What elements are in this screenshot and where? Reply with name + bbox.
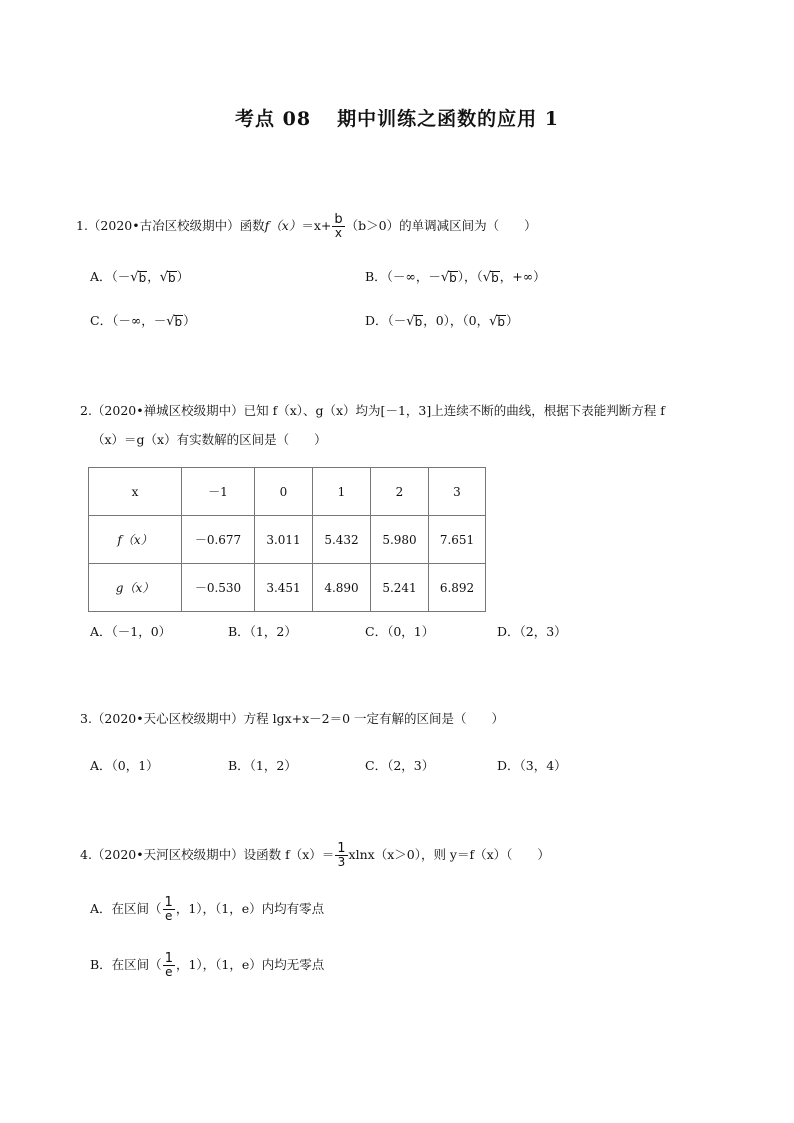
table-row	[89, 564, 486, 612]
q4-option-b[interactable]: B．在区间（ $\frac{1}{e}$ ，1），（1，e）内均无零点	[90, 951, 325, 979]
sqrt-b: √ b	[440, 270, 457, 285]
sqrt-b: √ b	[489, 314, 506, 329]
q3-option-a[interactable]: A．（0，1）	[90, 758, 159, 773]
q3-option-b[interactable]: B．（1，2）	[228, 758, 297, 773]
table-cell: 7.651	[429, 516, 486, 564]
q4-suffix: xlnx（x＞0），则 y＝f（x）（ ）	[348, 847, 550, 862]
title-name: 期中训练之函数的应用 1	[337, 108, 559, 130]
q1-prefix: 1.（2020•古冶区校级期中）函数	[76, 218, 265, 233]
q1-option-b[interactable]: B．（－∞，－ √ b ），（ √ b ，+∞）	[365, 269, 546, 285]
q1-eq: ＝x+	[301, 218, 332, 233]
table-row	[89, 468, 486, 516]
q2-option-d[interactable]: D．（2，3）	[497, 624, 567, 639]
page-title	[0, 104, 794, 131]
question-2-line-2: （x）＝g（x）有实数解的区间是（ ）	[92, 432, 327, 447]
sqrt-b: √ b	[406, 314, 423, 329]
table-cell: －1	[182, 468, 255, 516]
q1-option-a[interactable]: A．（－ √ b ， √ b ）	[90, 269, 190, 285]
q1-option-c[interactable]: C．（－∞，－ √ b ）	[90, 313, 196, 329]
table-cell: 0	[255, 468, 313, 516]
q2-option-c[interactable]: C．（0，1）	[365, 624, 435, 639]
values-table	[88, 467, 486, 612]
table-cell: 5.241	[371, 564, 429, 612]
q1-fraction: $\frac{b}{x}$	[334, 212, 343, 240]
table-cell: 5.980	[371, 516, 429, 564]
table-cell: 5.432	[313, 516, 371, 564]
fraction-1-over-e: $\frac{1}{e}$	[164, 951, 173, 979]
table-cell: 6.892	[429, 564, 486, 612]
table-cell: g（x）	[89, 564, 182, 612]
table-cell: 3.451	[255, 564, 313, 612]
q4-option-a[interactable]: A．在区间（ $\frac{1}{e}$ ，1），（1，e）内均有零点	[90, 895, 325, 923]
q2-option-b[interactable]: B．（1，2）	[228, 624, 297, 639]
table-cell: x	[89, 468, 182, 516]
table-cell: 2	[371, 468, 429, 516]
q3-option-c[interactable]: C．（2，3）	[365, 758, 435, 773]
table-cell: 4.890	[313, 564, 371, 612]
table-cell: 1	[313, 468, 371, 516]
q4-fraction: $\frac{1}{3}$	[337, 841, 346, 869]
q3-option-d[interactable]: D．（3，4）	[497, 758, 567, 773]
table-cell: 3	[429, 468, 486, 516]
q1-option-d[interactable]: D．（－ √ b ，0），（0， √ b ）	[365, 313, 519, 329]
q1-condition: （b＞0）的单调减区间为（ ）	[345, 218, 537, 233]
question-3: 3.（2020•天心区校级期中）方程 lgx+x－2＝0 一定有解的区间是（ ）	[80, 711, 505, 726]
question-1	[76, 213, 537, 240]
title-code: 考点 08	[235, 108, 312, 130]
sqrt-b: √ b	[482, 270, 499, 285]
fraction-1-over-e: $\frac{1}{e}$	[164, 895, 173, 923]
sqrt-b: √ b	[159, 270, 176, 285]
table-cell: －0.677	[182, 516, 255, 564]
table-cell: 3.011	[255, 516, 313, 564]
q2-option-a[interactable]: A．（－1，0）	[90, 624, 172, 639]
q1-fx: f（x）	[264, 218, 302, 233]
question-2-line-1: 2.（2020•禅城区校级期中）已知 f（x）、g（x）均为[－1，3]上连续不断的曲线，根据下表能判断方程 f	[80, 403, 665, 418]
sqrt-b: √ b	[130, 270, 147, 285]
table-row	[89, 516, 486, 564]
sqrt-b: √ b	[166, 314, 183, 329]
q4-prefix: 4.（2020•天河区校级期中）设函数 f（x）＝	[80, 847, 335, 862]
table-cell: f（x）	[89, 516, 182, 564]
table-cell: －0.530	[182, 564, 255, 612]
question-4	[80, 842, 550, 869]
